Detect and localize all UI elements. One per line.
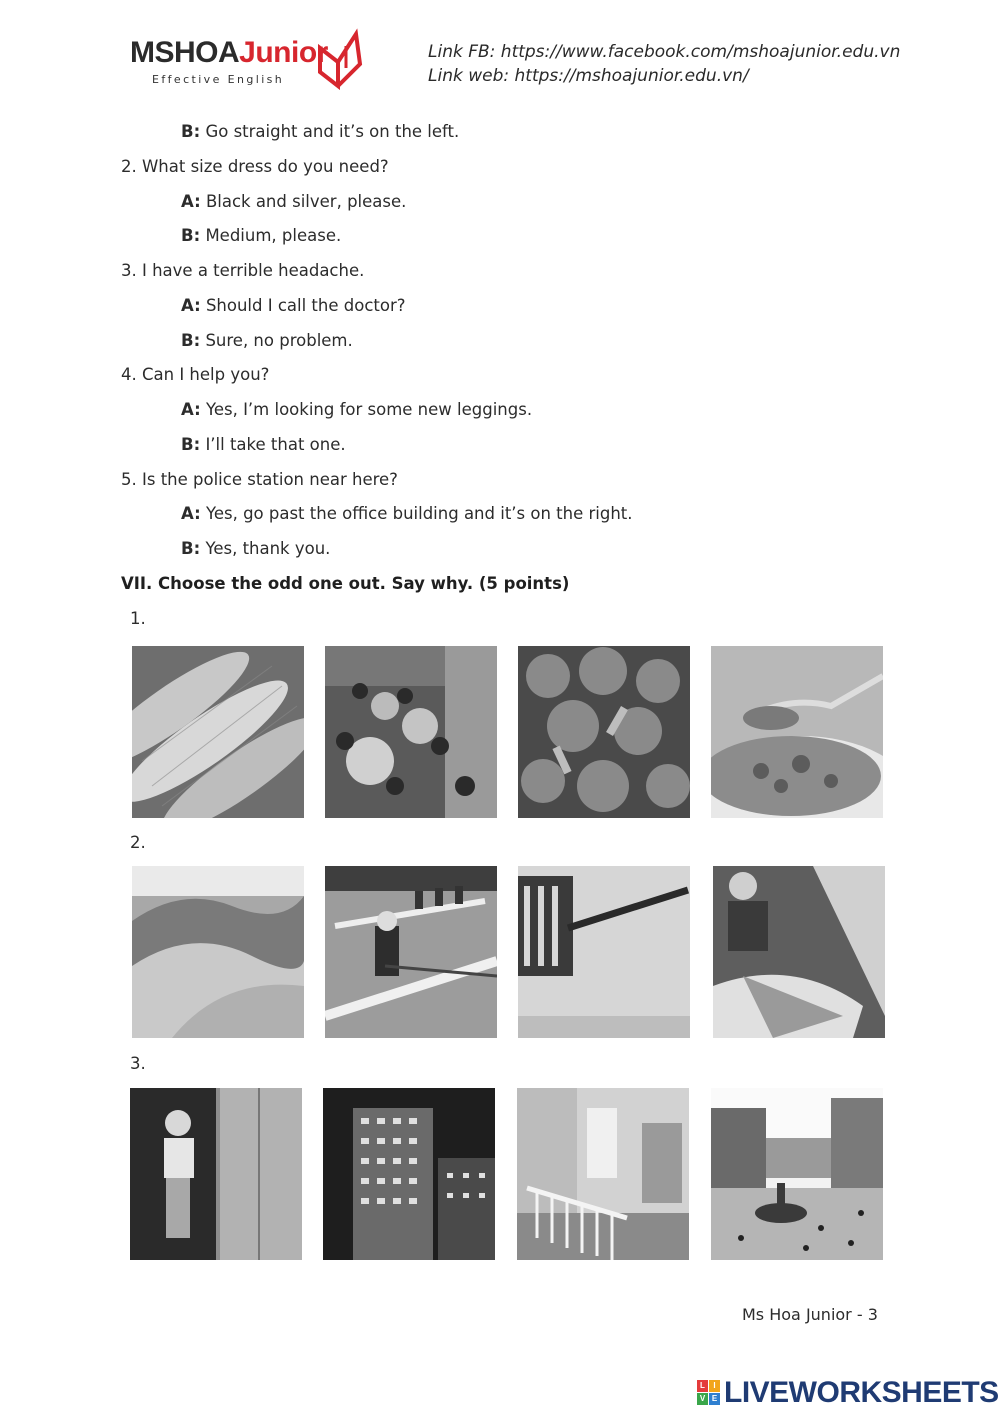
restaurant-photo [325,646,497,818]
answer-line [181,296,406,315]
answer-line [181,504,633,523]
answer-label: B: [181,539,201,558]
logo-tagline: Effective English [152,73,285,86]
answer-line [181,539,330,558]
header-links [428,40,900,88]
answer-text: Sure, no problem. [205,331,353,350]
answer-line [181,331,353,350]
town-square-photo [711,1088,883,1260]
item-number: 2. [130,833,146,852]
liveworksheets-box-icon [697,1380,721,1406]
answer-label: B: [181,226,201,245]
liveworksheets-wordmark: LIVEWORKSHEETS [724,1376,999,1409]
liveworksheets-logo [697,1376,997,1410]
question-line: 4. Can I help you? [121,365,270,384]
answer-label: A: [181,400,201,419]
answer-text: Yes, I’m looking for some new leggings. [205,400,533,419]
open-book-icon [316,28,364,90]
question-line: 3. I have a terrible headache. [121,261,365,280]
logo-junior-text: Junior [239,36,328,69]
answer-label: A: [181,296,201,315]
answer-label: A: [181,192,201,211]
question-line: 2. What size dress do you need? [121,157,389,176]
stairs-hallway-photo [517,1088,689,1260]
answer-label: B: [181,435,201,454]
facebook-link[interactable]: Link FB: https://www.facebook.com/mshoajunior.edu.vn [428,42,901,62]
broccoli-photo [518,646,690,818]
elevator-photo [130,1088,302,1260]
item-number: 1. [130,609,146,628]
answer-text: Yes, go past the office building and it’s on the right. [205,504,633,523]
answer-label: B: [181,331,201,350]
answer-text: Yes, thank you. [205,539,331,558]
answer-line [181,400,532,419]
section-heading: VII. Choose the odd one out. Say why. (5 points) [121,574,570,593]
rowing-photo [325,866,497,1038]
website-link[interactable]: Link web: https://mshoajunior.edu.vn/ [428,66,749,86]
answer-label: A: [181,504,201,523]
box-letter: I [709,1380,720,1392]
answer-text: Medium, please. [205,226,342,245]
answer-text: Should I call the doctor? [205,296,406,315]
logo-wordmark [130,36,328,70]
diving-photo [518,866,690,1038]
sailing-photo [713,866,885,1038]
apartment-building-photo [323,1088,495,1260]
question-line: 5. Is the police station near here? [121,470,398,489]
answer-line [181,122,459,141]
box-letter: V [697,1393,708,1405]
logo-ms-text: MSHOA [130,36,240,69]
mshoa-junior-logo [130,28,370,92]
answer-line [181,226,341,245]
box-letter: L [697,1380,708,1392]
corn-photo [132,646,304,818]
desert-dunes-photo [132,866,304,1038]
answer-text: Black and silver, please. [205,192,407,211]
answer-text: I’ll take that one. [205,435,346,454]
answer-label: B: [181,122,201,141]
cereal-bowl-photo [711,646,883,818]
answer-line [181,192,406,211]
page-number-label: Ms Hoa Junior - 3 [742,1305,878,1324]
answer-line [181,435,346,454]
item-number: 3. [130,1054,146,1073]
answer-text: Go straight and it’s on the left. [205,122,460,141]
box-letter: E [709,1393,720,1405]
